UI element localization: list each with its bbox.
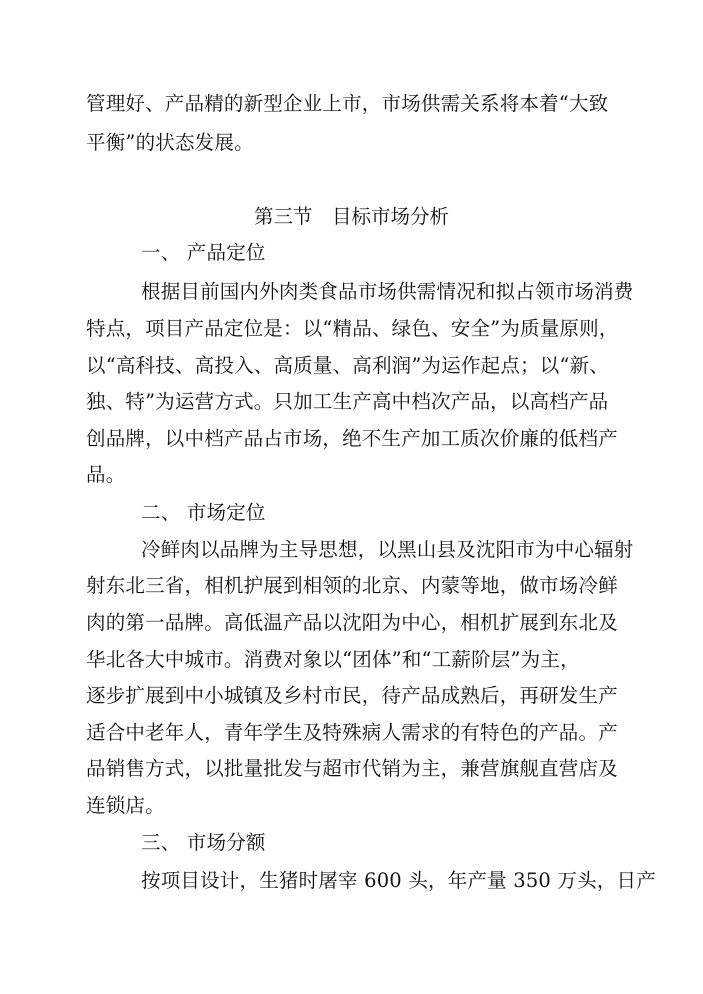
paragraph-line: 品。 (86, 463, 126, 486)
paragraph-line: 华北各大中城市。消费对象以“团体”和“工薪阶层”为主， (86, 648, 580, 671)
paragraph-line: 肉的第一品牌。高低温产品以沈阳为中心，相机扩展到东北及 (86, 611, 618, 634)
section-title: 第三节 目标市场分析 (253, 205, 449, 228)
paragraph-line: 根据目前国内外肉类食品市场供需情况和拟占领市场消费 (141, 280, 634, 303)
paragraph-line: 品销售方式，以批量批发与超市代销为主，兼营旗舰直营店及 (86, 757, 618, 780)
paragraph-line: 以“高科技、高投入、高质量、高利润”为运作起点；以“新、 (86, 354, 610, 377)
paragraph-line: 射东北三省，相机护展到相领的北京、内蒙等地，做市场冷鲜 (86, 574, 618, 597)
paragraph-line: 适合中老年人，青年学生及特殊病人需求的有特色的产品。产 (86, 721, 618, 744)
sub2-heading: 二、 市场定位 (141, 501, 266, 524)
intro-line-1: 管理好、产品精的新型企业上市，市场供需关系将本着“大致 (86, 92, 609, 115)
paragraph-line: 连锁店。 (86, 794, 165, 817)
paragraph-line: 特点，项目产品定位是：以“精品、绿色、安全”为质量原则， (86, 317, 619, 340)
paragraph-line: 创品牌，以中档产品占市场，绝不生产加工质次价廉的低档产 (86, 427, 618, 450)
paragraph-line: 冷鲜肉以品牌为主导思想，以黑山县及沈阳市为中心辐射 (141, 538, 634, 561)
paragraph-line: 逐步扩展到中小城镇及乡村市民，待产品成熟后，再研发生产 (86, 684, 618, 707)
paragraph-line: 按项目设计，生猪时屠宰 600 头，年产量 350 万头，日产 (141, 869, 656, 892)
intro-line-2: 平衡”的状态发展。 (86, 131, 254, 154)
sub3-heading: 三、 市场分额 (141, 831, 266, 854)
sub1-heading: 一、 产品定位 (141, 241, 266, 264)
paragraph-line: 独、特”为运营方式。只加工生产高中档次产品，以高档产品 (86, 390, 609, 413)
